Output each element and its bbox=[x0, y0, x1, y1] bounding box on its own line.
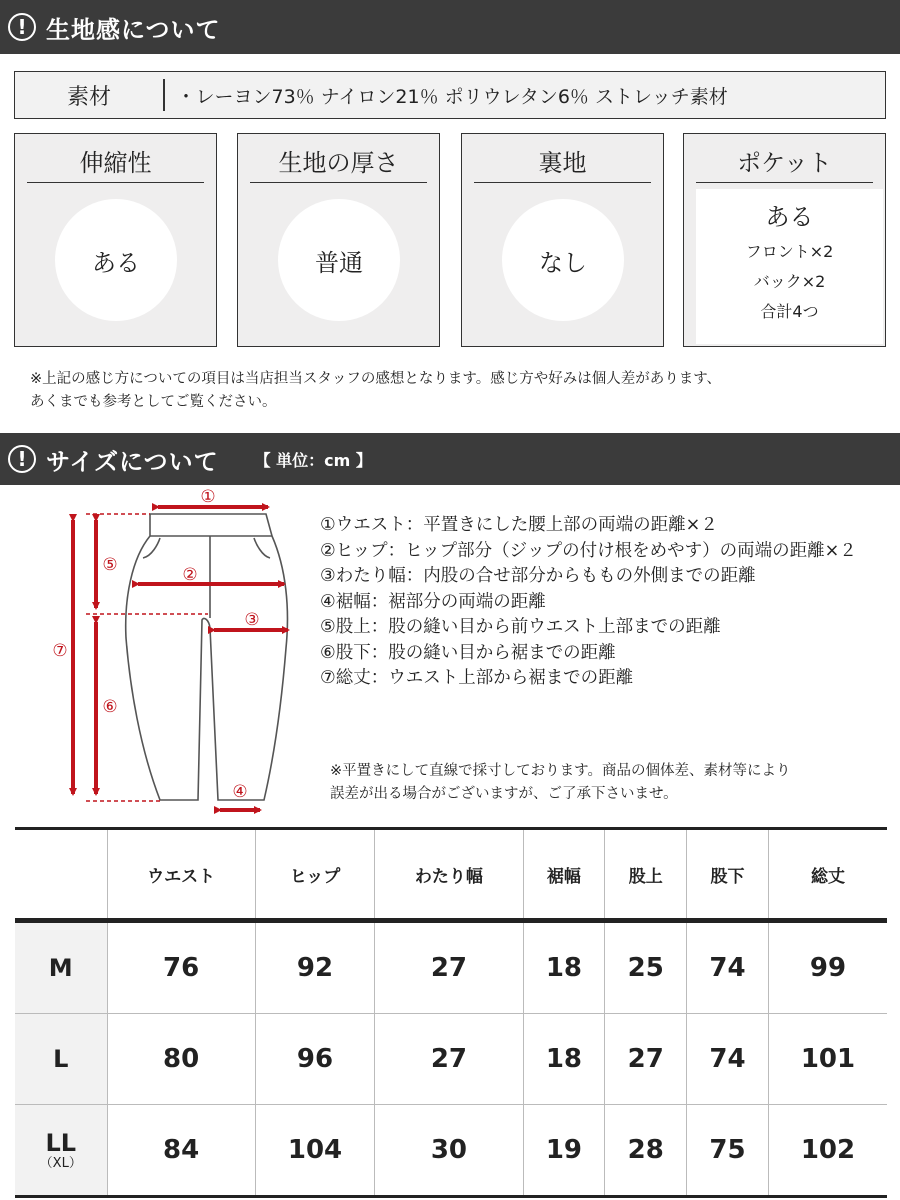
size-label bbox=[15, 1105, 107, 1197]
table-cell: 96 bbox=[255, 1014, 375, 1105]
mark-inseam: ⑥ bbox=[102, 697, 118, 717]
table-cell: 102 bbox=[768, 1105, 887, 1197]
feature-value: なし bbox=[502, 199, 624, 321]
header-cell: わたり幅 bbox=[375, 829, 523, 921]
table-cell: 99 bbox=[768, 921, 887, 1014]
pocket-detail bbox=[696, 189, 883, 344]
pocket-line: フロント×2 bbox=[745, 242, 834, 261]
pocket-line: バック×2 bbox=[753, 272, 826, 291]
note-line: ※上記の感じ方についての項目は当店担当スタッフの感想となります。感じ方や好みは個人差があります、 bbox=[30, 371, 722, 387]
mark-waist: ① bbox=[200, 488, 216, 507]
table-cell: 18 bbox=[523, 1014, 605, 1105]
legend-item: ③わたり幅：内股の合せ部分からももの外側までの距離 bbox=[320, 566, 756, 586]
table-header-row bbox=[15, 829, 887, 921]
pocket-value: ある bbox=[765, 203, 814, 231]
header-cell: 裾幅 bbox=[523, 829, 605, 921]
measure-note bbox=[330, 760, 791, 806]
table-row bbox=[15, 921, 887, 1014]
feature-value: 普通 bbox=[278, 199, 400, 321]
legend-item: ②ヒップ：ヒップ部分（ジップの付け根をめやす）の両端の距離×２ bbox=[320, 540, 857, 561]
mark-thigh: ③ bbox=[244, 610, 260, 630]
legend-item: ⑦総丈：ウエスト上部から裾までの距離 bbox=[320, 668, 634, 688]
feature-card-lining bbox=[461, 133, 664, 347]
mark-hem: ④ bbox=[232, 782, 248, 802]
measure-arrows bbox=[73, 507, 288, 810]
table-cell: 27 bbox=[375, 921, 523, 1014]
table-cell: 80 bbox=[107, 1014, 255, 1105]
size-label: M bbox=[15, 921, 107, 1014]
header-cell: 股上 bbox=[605, 829, 687, 921]
table-cell: 101 bbox=[768, 1014, 887, 1105]
table-cell: 27 bbox=[605, 1014, 687, 1105]
table-row bbox=[15, 1105, 887, 1197]
mark-rise: ⑤ bbox=[102, 555, 118, 575]
pants-diagram bbox=[40, 488, 300, 818]
measurement-legend bbox=[320, 513, 857, 692]
table-cell: 18 bbox=[523, 921, 605, 1014]
size-section-header bbox=[0, 433, 900, 485]
feature-label: ポケット bbox=[696, 144, 873, 183]
size-section-title: サイズについて bbox=[46, 447, 219, 476]
feature-label: 裏地 bbox=[474, 144, 651, 183]
pants-outline bbox=[126, 514, 288, 800]
table-cell: 25 bbox=[605, 921, 687, 1014]
mark-length: ⑦ bbox=[52, 641, 68, 661]
unit-label: 【 単位：cm 】 bbox=[254, 450, 372, 470]
note-line: あくまでも参考としてご覧ください。 bbox=[30, 394, 277, 410]
material-label: 素材 bbox=[66, 84, 111, 110]
size-label: L bbox=[15, 1014, 107, 1105]
feature-card-thickness bbox=[237, 133, 440, 347]
header-cell: 股下 bbox=[687, 829, 769, 921]
header-cell: ウエスト bbox=[107, 829, 255, 921]
fabric-section-header bbox=[0, 0, 900, 54]
table-cell: 28 bbox=[605, 1105, 687, 1197]
table-cell: 19 bbox=[523, 1105, 605, 1197]
legend-item: ⑤股上：股の縫い目から前ウエスト上部までの距離 bbox=[320, 617, 721, 637]
material-row bbox=[14, 71, 886, 119]
feature-card-stretch bbox=[14, 133, 217, 347]
exclamation-icon: ! bbox=[8, 445, 36, 473]
size-sub: （XL） bbox=[39, 1156, 82, 1171]
header-cell: ヒップ bbox=[255, 829, 375, 921]
size-table bbox=[15, 827, 887, 1198]
table-cell: 104 bbox=[255, 1105, 375, 1197]
size-main: LL bbox=[45, 1129, 77, 1157]
table-cell: 75 bbox=[687, 1105, 769, 1197]
material-divider bbox=[163, 79, 165, 111]
exclamation-icon: ! bbox=[8, 13, 36, 41]
table-cell: 76 bbox=[107, 921, 255, 1014]
table-cell: 74 bbox=[687, 1014, 769, 1105]
header-cell bbox=[15, 829, 107, 921]
feel-note bbox=[30, 368, 721, 414]
note-line: 誤差が出る場合がございますが、ご了承下さいませ。 bbox=[330, 786, 678, 802]
feature-label: 伸縮性 bbox=[27, 144, 204, 183]
pocket-line: 合計4つ bbox=[760, 302, 819, 321]
note-line: ※平置きにして直線で採寸しております。商品の個体差、素材等により bbox=[330, 763, 791, 779]
material-value: ・レーヨン73％ ナイロン21％ ポリウレタン6％ ストレッチ素材 bbox=[176, 85, 728, 108]
header-cell: 総丈 bbox=[768, 829, 887, 921]
table-cell: 30 bbox=[375, 1105, 523, 1197]
feature-label: 生地の厚さ bbox=[250, 144, 427, 183]
mark-hip: ② bbox=[182, 565, 198, 585]
legend-item: ①ウエスト：平置きにした腰上部の両端の距離×２ bbox=[320, 515, 718, 535]
table-row bbox=[15, 1014, 887, 1105]
table-cell: 27 bbox=[375, 1014, 523, 1105]
feature-value: ある bbox=[55, 199, 177, 321]
legend-item: ④裾幅：裾部分の両端の距離 bbox=[320, 591, 546, 612]
fabric-section-title: 生地感について bbox=[46, 15, 221, 44]
table-cell: 74 bbox=[687, 921, 769, 1014]
feature-card-pocket bbox=[683, 133, 886, 347]
table-cell: 84 bbox=[107, 1105, 255, 1197]
legend-item: ⑥股下：股の縫い目から裾までの距離 bbox=[320, 642, 616, 663]
table-cell: 92 bbox=[255, 921, 375, 1014]
